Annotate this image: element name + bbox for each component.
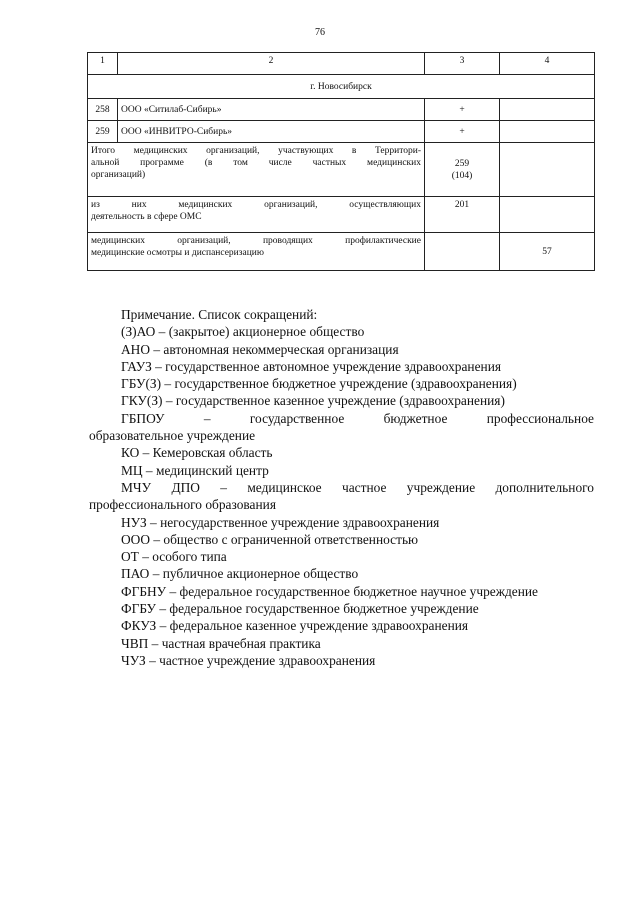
header-cell: 3 xyxy=(425,53,500,75)
col4-cell xyxy=(500,121,595,143)
page-number: 76 xyxy=(315,27,325,38)
summary-value-line: 201 xyxy=(454,200,470,210)
abbreviation-item: МЦ – медицинский центр xyxy=(121,462,269,478)
row-number: 258 xyxy=(88,99,118,121)
header-cell: 4 xyxy=(500,53,595,75)
city-name: г. Новосибирск xyxy=(88,75,595,99)
medical-organizations-table xyxy=(87,52,595,271)
abbreviation-item: ФГБУ – федеральное государственное бюджетное учреждение xyxy=(121,601,479,617)
col4-cell xyxy=(500,99,595,121)
col4-cell xyxy=(500,197,595,233)
summary-value-line: (104) xyxy=(451,170,473,181)
summary-value xyxy=(425,197,500,233)
abbreviation-item: ФКУЗ – федеральное казенное учреждение здравоохранения xyxy=(121,618,469,634)
table-header-row xyxy=(88,53,595,75)
summary-value xyxy=(425,233,500,271)
summary-line: деятельность в сфере ОМС xyxy=(91,212,202,222)
summary-line: медицинские осмотры и диспансеризацию xyxy=(91,248,264,258)
abbreviation-item: КО – Кемеровская область xyxy=(121,445,273,461)
organization-name: ООО «ИНВИТРО-Сибирь» xyxy=(118,121,425,143)
abbreviation-item: ОТ – особого типа xyxy=(121,549,227,565)
summary-value-line: 259 xyxy=(454,158,470,169)
participation-mark: + xyxy=(425,99,500,121)
abbreviation-item: ФГБНУ – федеральное государственное бюджетное научное учреждение xyxy=(121,583,538,599)
summary-line: медицинских организаций, проводящих профилактические xyxy=(91,236,421,246)
abbreviation-item: МЧУ ДПО – медицинское частное учреждение дополнительного xyxy=(121,479,594,495)
table-row xyxy=(88,99,595,121)
summary-label xyxy=(88,197,425,233)
abbreviation-item: ГБУ(З) – государственное бюджетное учреждение (здравоохранения) xyxy=(121,376,517,392)
participation-mark: + xyxy=(425,121,500,143)
notes-title: Примечание. Список сокращений: xyxy=(121,307,318,322)
header-cell: 1 xyxy=(88,53,118,75)
summary-line: из них медицинских организаций, осуществляющих xyxy=(91,200,421,210)
summary-label xyxy=(88,233,425,271)
summary-line: Итого медицинских организаций, участвующих в Территори- xyxy=(91,146,421,156)
row-number: 259 xyxy=(88,121,118,143)
abbreviation-item: (З)АО – (закрытое) акционерное общество xyxy=(121,324,365,340)
abbreviation-item: ЧУЗ – частное учреждение здравоохранения xyxy=(121,652,376,668)
city-row xyxy=(88,75,595,99)
summary-value xyxy=(425,143,500,197)
summary-row-total xyxy=(88,143,595,197)
abbreviation-item-continuation: профессионального образования xyxy=(89,497,276,513)
summary-line: организаций) xyxy=(91,170,146,180)
abbreviation-item: ГАУЗ – государственное автономное учреждение здравоохранения xyxy=(121,358,502,374)
organization-name: ООО «Ситилаб-Сибирь» xyxy=(118,99,425,121)
abbreviation-item: ООО – общество с ограниченной ответственностью xyxy=(121,531,419,547)
checkups-count: 57 xyxy=(500,233,595,271)
abbreviations-list xyxy=(89,306,594,669)
summary-row-checkups xyxy=(88,233,595,271)
abbreviation-item: ГБПОУ – государственное бюджетное профессиональное xyxy=(121,410,594,426)
summary-line: альной программе (в том числе частных медицинских xyxy=(91,158,421,168)
header-cell: 2 xyxy=(118,53,425,75)
table-row xyxy=(88,121,595,143)
summary-label xyxy=(88,143,425,197)
col4-cell xyxy=(500,143,595,197)
abbreviation-item-continuation: образовательное учреждение xyxy=(89,428,256,444)
abbreviation-item: ЧВП – частная врачебная практика xyxy=(121,635,321,651)
abbreviation-item: НУЗ – негосударственное учреждение здравоохранения xyxy=(121,514,440,530)
abbreviation-item: ПАО – публичное акционерное общество xyxy=(121,566,359,582)
summary-row-oms xyxy=(88,197,595,233)
abbreviation-item: АНО – автономная некоммерческая организация xyxy=(121,341,399,357)
abbreviation-item: ГКУ(З) – государственное казенное учреждение (здравоохранения) xyxy=(121,393,505,409)
